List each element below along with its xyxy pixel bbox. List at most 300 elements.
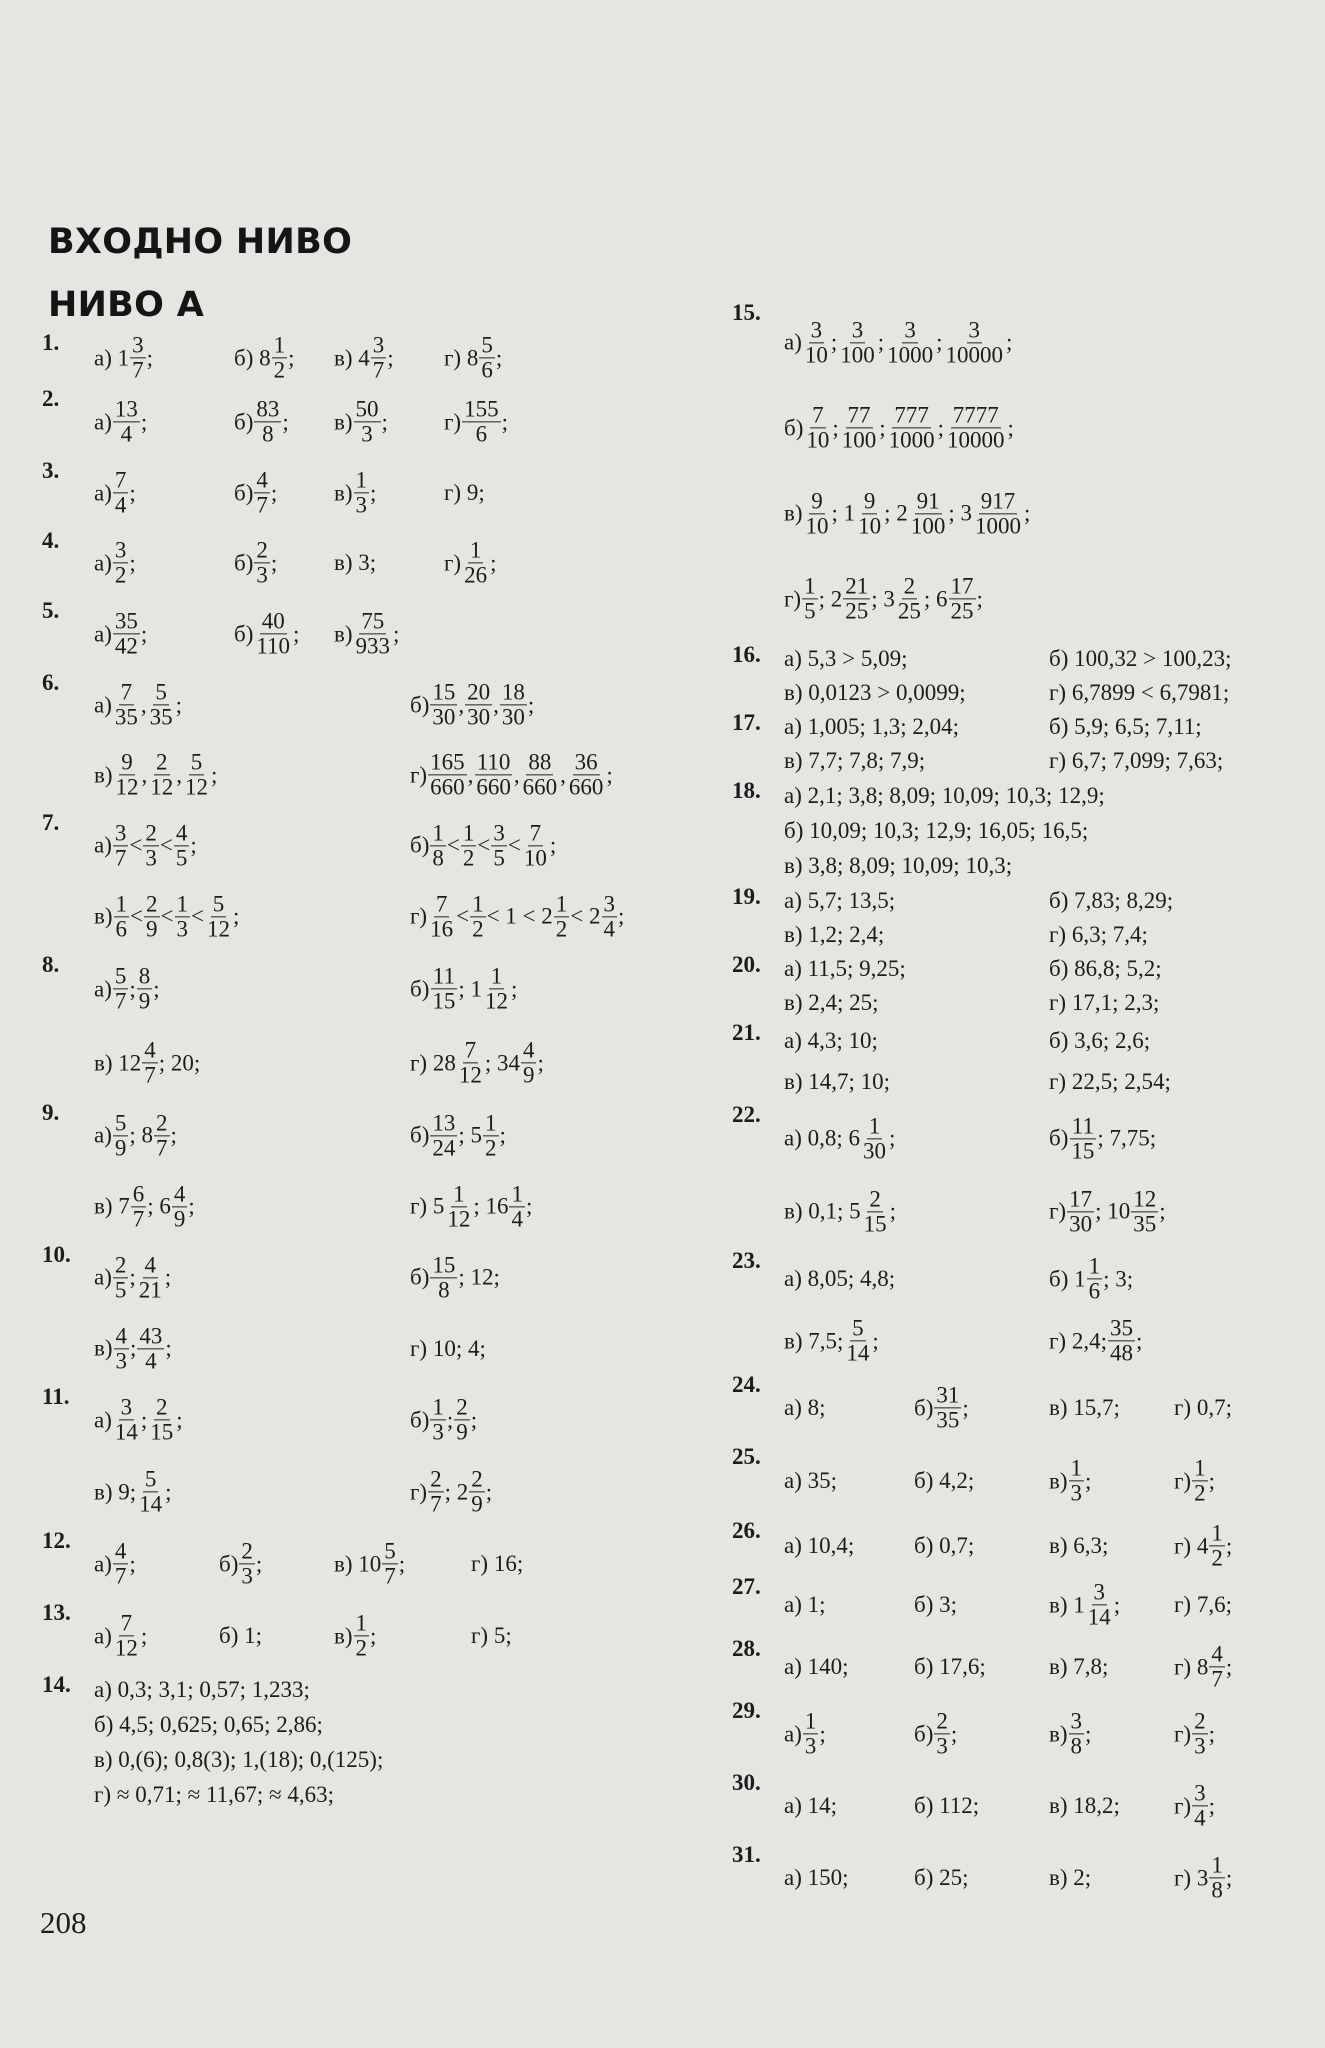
- answer-part: б) $\frac{31}{35}$ ;: [914, 1382, 969, 1433]
- fraction: $\frac{15}{30}$: [432, 679, 456, 730]
- answer-part: а) $\frac{4}{7}$ ;: [94, 1538, 136, 1589]
- answer-part: г) $\frac{7}{16}$ < $\frac{1}{2}$ < 1 < 2 $\frac{1}{2}$ < 2 $\frac{3}{4}$ ;: [410, 890, 625, 941]
- answer-part: г) 16;: [471, 1551, 524, 1576]
- problem-answer: [42, 1528, 682, 1600]
- answer-part: в) $\frac{9}{12}$ , $\frac{2}{12}$ , $\frac{5}{12}$ ;: [94, 749, 218, 800]
- answer-part: г) 28 $\frac{7}{12}$ ; 34 $\frac{4}{9}$ ;: [410, 1037, 544, 1088]
- fraction: $\frac{13}{24}$: [432, 1109, 456, 1160]
- answer-part: в) 0,0123 > 0,0099;: [784, 680, 966, 705]
- problem-number: 14.: [42, 1672, 71, 1697]
- answer-row: [784, 986, 1302, 1020]
- problem-answer: [42, 330, 682, 386]
- answer-part: а) 1,005; 1,3; 2,04;: [784, 714, 960, 739]
- answer-part: в) 3;: [334, 550, 377, 575]
- answer-part: б) 100,32 > 100,23;: [1049, 646, 1232, 671]
- fraction: $\frac{110}{660}$: [476, 749, 511, 800]
- fraction: $\frac{7777}{10000}$: [947, 402, 1005, 453]
- answers-left-column: [42, 330, 682, 1812]
- answer-part: в) 12 $\frac{4}{7}$ ; 20;: [94, 1037, 201, 1088]
- answer-part: а) 5,3 > 5,09;: [784, 646, 908, 671]
- answer-part: б) $\frac{83}{8}$ ;: [234, 396, 289, 447]
- fraction: $\frac{3}{7}$: [132, 332, 144, 383]
- problem-number: 10.: [42, 1242, 71, 1267]
- answer-part: б) 3,6; 2,6;: [1049, 1027, 1151, 1053]
- fraction: $\frac{3}{4}$: [603, 890, 616, 941]
- answer-part: г) $\frac{3}{4}$ ;: [1174, 1780, 1215, 1831]
- fraction: $\frac{1}{2}$: [485, 1109, 497, 1160]
- answer-part: в) $\frac{3}{8}$ ;: [1049, 1708, 1092, 1759]
- problem-number: 25.: [732, 1444, 761, 1469]
- fraction: $\frac{18}{30}$: [501, 679, 525, 730]
- answer-part: а) 1 $\frac{3}{7}$ ;: [94, 332, 154, 383]
- fraction: $\frac{11}{15}$: [432, 963, 456, 1014]
- answer-part: г) $\frac{1}{26}$ ;: [444, 537, 497, 588]
- answer-part: б) 10,09; 10,3; 12,9; 16,05; 16,5;: [784, 817, 1089, 843]
- fraction: $\frac{2}{3}$: [1194, 1708, 1206, 1759]
- problem-answer: [732, 884, 1302, 952]
- section-heading-level-a: НИВО А: [48, 285, 205, 325]
- answer-part: в) 14,7; 10;: [784, 1068, 891, 1094]
- fraction: $\frac{2}{25}$: [897, 573, 921, 624]
- problem-number: 31.: [732, 1842, 761, 1867]
- fraction: $\frac{7}{12}$: [458, 1037, 482, 1088]
- answer-part: б) 1;: [219, 1623, 263, 1648]
- fraction: $\frac{1}{12}$: [447, 1180, 471, 1231]
- answer-part: а) $\frac{2}{5}$ ; $\frac{4}{21}$ ;: [94, 1251, 172, 1302]
- fraction: $\frac{5}{9}$: [114, 1109, 127, 1160]
- fraction: $\frac{75}{933}$: [355, 608, 391, 659]
- problem-answer: [732, 1020, 1302, 1102]
- fraction: $\frac{15}{8}$: [432, 1251, 456, 1302]
- answer-row: [784, 1574, 1302, 1636]
- fraction: $\frac{43}{4}$: [139, 1322, 163, 1373]
- answer-part: б) 3;: [914, 1592, 958, 1617]
- problem-number: 22.: [732, 1102, 761, 1127]
- fraction: $\frac{17}{25}$: [950, 573, 974, 624]
- answer-part: а) 5,7; 13,5;: [784, 888, 896, 913]
- answer-row: [94, 952, 682, 1026]
- answers-right-column: [732, 300, 1302, 1914]
- fraction: $\frac{2}{7}$: [430, 1466, 442, 1517]
- fraction: $\frac{7}{10}$: [523, 819, 547, 870]
- answer-row: [94, 810, 682, 881]
- answer-row: [94, 1313, 682, 1384]
- fraction: $\frac{3}{7}$: [114, 819, 127, 870]
- fraction: $\frac{1}{8}$: [432, 819, 444, 870]
- answer-part: в) 1 $\frac{3}{14}$ ;: [1049, 1579, 1121, 1630]
- answer-part: г) $\frac{2}{7}$ ; 2 $\frac{2}{9}$ ;: [410, 1466, 493, 1517]
- answer-row: [784, 918, 1302, 952]
- fraction: $\frac{40}{110}$: [256, 608, 291, 659]
- answer-part: а) $\frac{3}{2}$ ;: [94, 537, 136, 588]
- answer-part: б) $\frac{2}{3}$ ;: [219, 1538, 263, 1589]
- answer-part: б) $\frac{40}{110}$ ;: [234, 608, 300, 659]
- problem-number: 16.: [732, 642, 761, 667]
- answer-part: г) 5;: [471, 1623, 512, 1648]
- fraction: $\frac{1}{2}$: [355, 1610, 368, 1661]
- answer-part: б) 17,6;: [914, 1654, 986, 1679]
- answer-row: [94, 1384, 682, 1456]
- fraction: $\frac{91}{100}$: [910, 488, 946, 539]
- problem-answer: [42, 1600, 682, 1672]
- answer-part: б) 4,5; 0,625; 0,65; 2,86;: [94, 1711, 323, 1737]
- fraction: $\frac{4}{3}$: [115, 1322, 128, 1373]
- fraction: $\frac{3}{4}$: [1194, 1780, 1206, 1831]
- fraction: $\frac{2}{3}$: [256, 537, 268, 588]
- answer-part: б) $\frac{2}{3}$ ;: [234, 537, 278, 588]
- answer-row: [784, 1444, 1302, 1518]
- answer-row: [784, 744, 1302, 778]
- answer-row: [784, 386, 1302, 472]
- answer-part: а) $\frac{7}{12}$ ;: [94, 1610, 148, 1661]
- answer-row: [784, 471, 1302, 557]
- fraction: $\frac{1}{30}$: [863, 1112, 887, 1163]
- fraction: $\frac{1}{2}$: [1194, 1455, 1206, 1506]
- answer-part: г) $\frac{2}{3}$ ;: [1174, 1708, 1215, 1759]
- answer-row: [784, 1842, 1302, 1914]
- answer-part: г) 6,7899 < 6,7981;: [1049, 680, 1230, 705]
- answer-part: а) 0,3; 3,1; 0,57; 1,233;: [94, 1676, 310, 1702]
- answer-row: [784, 557, 1302, 643]
- fraction: $\frac{2}{3}$: [241, 1538, 253, 1589]
- fraction: $\frac{1}{6}$: [115, 890, 128, 941]
- answer-part: г) 5 $\frac{1}{12}$ ; 16 $\frac{1}{4}$ ;: [410, 1180, 533, 1231]
- answer-part: б) 0,7;: [914, 1533, 975, 1558]
- fraction: $\frac{2}{9}$: [471, 1466, 483, 1517]
- answer-part: б) $\frac{15}{8}$ ; 12;: [410, 1251, 500, 1302]
- fraction: $\frac{35}{48}$: [1109, 1315, 1133, 1366]
- answer-part: г) 6,3; 7,4;: [1049, 922, 1148, 947]
- answer-part: а) $\frac{35}{42}$ ;: [94, 608, 148, 659]
- fraction: $\frac{1}{6}$: [1088, 1253, 1101, 1304]
- answer-row: [784, 300, 1302, 386]
- fraction: $\frac{2}{9}$: [456, 1394, 468, 1445]
- problem-number: 19.: [732, 884, 761, 909]
- answer-row: [94, 1600, 682, 1672]
- answer-part: г) ≈ 0,71; ≈ 11,67; ≈ 4,63;: [94, 1781, 335, 1807]
- fraction: $\frac{3}{8}$: [1070, 1708, 1083, 1759]
- fraction: $\frac{36}{660}$: [568, 749, 604, 800]
- fraction: $\frac{3}{1000}$: [887, 317, 934, 368]
- fraction: $\frac{1}{3}$: [432, 1394, 444, 1445]
- fraction: $\frac{3}{5}$: [493, 819, 505, 870]
- answer-part: в) 2,4; 25;: [784, 990, 879, 1015]
- fraction: $\frac{35}{42}$: [114, 608, 138, 659]
- answer-part: г) 2,4; $\frac{35}{48}$ ;: [1049, 1315, 1143, 1366]
- answer-part: а) $\frac{7}{4}$ ;: [94, 467, 136, 518]
- answer-row: [784, 1698, 1302, 1770]
- fraction: $\frac{9}{12}$: [115, 749, 139, 800]
- answer-part: г) 8 $\frac{4}{7}$ ;: [1174, 1641, 1233, 1692]
- answer-part: б) $\frac{15}{30}$ , $\frac{20}{30}$ , $\frac{18}{30}$ ;: [410, 679, 535, 730]
- answer-row: [94, 670, 682, 740]
- fraction: $\frac{1}{3}$: [804, 1708, 817, 1759]
- answer-part: г) $\frac{17}{30}$ ; 10 $\frac{12}{35}$ ;: [1049, 1185, 1166, 1236]
- fraction: $\frac{1}{26}$: [464, 537, 488, 588]
- answer-part: а) 140;: [784, 1654, 849, 1679]
- problem-number: 2.: [42, 386, 60, 411]
- fraction: $\frac{13}{4}$: [114, 396, 138, 447]
- problem-answer: [732, 1770, 1302, 1842]
- fraction: $\frac{2}{9}$: [146, 890, 158, 941]
- answer-part: а) 1;: [784, 1592, 826, 1617]
- answer-part: в) 6,3;: [1049, 1533, 1109, 1558]
- answer-row: [784, 1310, 1302, 1372]
- problem-number: 29.: [732, 1698, 761, 1723]
- fraction: $\frac{5}{7}$: [114, 963, 127, 1014]
- answer-row: [94, 528, 682, 598]
- fraction: $\frac{7}{4}$: [114, 467, 127, 518]
- answer-part: в) 9; $\frac{5}{14}$ ;: [94, 1466, 172, 1517]
- answer-row: [94, 1242, 682, 1313]
- answer-part: г) $\frac{1}{5}$ ; 2 $\frac{21}{25}$ ; 3 $\frac{2}{25}$ ; 6 $\frac{17}{25}$ ;: [784, 573, 983, 624]
- problem-answer: [732, 710, 1302, 778]
- answer-part: в) $\frac{1}{6}$ < $\frac{2}{9}$ < $\frac{1}{3}$ < $\frac{5}{12}$ ;: [94, 890, 240, 941]
- fraction: $\frac{4}{5}$: [175, 819, 188, 870]
- fraction: $\frac{4}{7}$: [114, 1538, 127, 1589]
- answer-part: а) 4,3; 10;: [784, 1027, 878, 1053]
- answer-row: [784, 849, 1302, 884]
- problem-answer: [42, 386, 682, 458]
- problem-number: 21.: [732, 1020, 761, 1045]
- fraction: $\frac{3}{7}$: [372, 332, 385, 383]
- fraction: $\frac{20}{30}$: [467, 679, 491, 730]
- answer-part: б) $\frac{13}{24}$ ; 5 $\frac{1}{2}$ ;: [410, 1109, 506, 1160]
- answer-part: а) $\frac{13}{4}$ ;: [94, 396, 148, 447]
- problem-number: 24.: [732, 1372, 761, 1397]
- problem-number: 5.: [42, 598, 60, 623]
- fraction: $\frac{9}{10}$: [805, 488, 829, 539]
- fraction: $\frac{1}{3}$: [355, 467, 368, 518]
- problem-answer: [42, 810, 682, 952]
- fraction: $\frac{3}{100}$: [840, 317, 875, 368]
- answer-part: б) $\frac{4}{7}$ ;: [234, 467, 278, 518]
- fraction: $\frac{50}{3}$: [355, 396, 379, 447]
- fraction: $\frac{2}{15}$: [863, 1185, 887, 1236]
- problem-number: 4.: [42, 528, 60, 553]
- answer-part: г) 3 $\frac{1}{8}$ ;: [1174, 1852, 1233, 1903]
- answer-row: [784, 1061, 1302, 1102]
- answer-part: б) 7,83; 8,29;: [1049, 888, 1174, 913]
- answer-part: в) $\frac{4}{3}$ ; $\frac{43}{4}$ ;: [94, 1322, 172, 1373]
- problem-number: 27.: [732, 1574, 761, 1599]
- answer-row: [784, 1248, 1302, 1310]
- answer-part: а) 14;: [784, 1793, 838, 1818]
- problem-number: 15.: [732, 300, 761, 325]
- answer-row: [94, 1528, 682, 1600]
- problem-answer: [732, 300, 1302, 642]
- answer-part: б) 86,8; 5,2;: [1049, 956, 1162, 981]
- problem-answer: [732, 778, 1302, 884]
- fraction: $\frac{1}{2}$: [273, 332, 286, 383]
- answer-part: в) 18,2;: [1049, 1793, 1120, 1818]
- problem-answer: [42, 1100, 682, 1242]
- answer-part: б) 8 $\frac{1}{2}$ ;: [234, 332, 295, 383]
- fraction: $\frac{4}{9}$: [522, 1037, 535, 1088]
- fraction: $\frac{7}{10}$: [806, 402, 830, 453]
- problem-number: 1.: [42, 330, 60, 355]
- answer-part: б) $\frac{7}{10}$ ; $\frac{77}{100}$ ; $\frac{777}{1000}$ ; $\frac{7777}{10000}$ ;: [784, 402, 1014, 453]
- fraction: $\frac{1}{4}$: [511, 1180, 523, 1231]
- answer-part: г) 9;: [444, 480, 485, 505]
- fraction: $\frac{21}{25}$: [845, 573, 869, 624]
- answer-row: [784, 1102, 1302, 1175]
- answer-part: в) $\frac{75}{933}$ ;: [334, 608, 400, 659]
- problem-answer: [732, 1444, 1302, 1518]
- fraction: $\frac{9}{10}$: [858, 488, 882, 539]
- answer-part: в) 1,2; 2,4;: [784, 922, 885, 947]
- fraction: $\frac{4}{7}$: [256, 467, 268, 518]
- answer-part: г) 17,1; 2,3;: [1049, 990, 1160, 1015]
- answer-part: а) 8;: [784, 1395, 826, 1420]
- problem-answer: [42, 952, 682, 1100]
- problem-number: 9.: [42, 1100, 60, 1125]
- answer-part: б) 5,9; 6,5; 7,11;: [1049, 714, 1202, 739]
- fraction: $\frac{8}{9}$: [138, 963, 151, 1014]
- fraction: $\frac{88}{660}$: [522, 749, 558, 800]
- answer-row: [94, 458, 682, 528]
- fraction: $\frac{5}{7}$: [384, 1538, 396, 1589]
- answer-row: [94, 1171, 682, 1242]
- answer-row: [784, 813, 1302, 848]
- problem-number: 30.: [732, 1770, 761, 1795]
- fraction: $\frac{5}{35}$: [149, 679, 173, 730]
- answer-row: [94, 1100, 682, 1171]
- fraction: $\frac{7}{12}$: [114, 1610, 138, 1661]
- answer-row: [784, 1518, 1302, 1574]
- answer-part: а) $\frac{3}{7}$ < $\frac{2}{3}$ < $\frac{4}{5}$ ;: [94, 819, 197, 870]
- answer-row: [784, 1770, 1302, 1842]
- answer-row: [94, 1456, 682, 1528]
- answer-part: в) 0,1; 5 $\frac{2}{15}$ ;: [784, 1185, 897, 1236]
- problem-number: 18.: [732, 778, 761, 803]
- problem-answer: [42, 670, 682, 810]
- answer-part: а) 2,1; 3,8; 8,09; 10,09; 10,3; 12,9;: [784, 782, 1105, 808]
- problem-number: 13.: [42, 1600, 71, 1625]
- answer-row: [94, 1026, 682, 1100]
- fraction: $\frac{17}{30}$: [1069, 1185, 1093, 1236]
- fraction: $\frac{6}{7}$: [132, 1180, 145, 1231]
- section-heading-entry-level: ВХОДНО НИВО: [48, 222, 353, 262]
- answer-part: б) 1 $\frac{1}{6}$ ; 3;: [1049, 1253, 1134, 1304]
- fraction: $\frac{1}{2}$: [472, 890, 484, 941]
- problem-number: 20.: [732, 952, 761, 977]
- answer-part: г) $\frac{155}{6}$ ;: [444, 396, 508, 447]
- answer-row: [94, 330, 682, 386]
- fraction: $\frac{11}{15}$: [1071, 1112, 1095, 1163]
- answer-part: б) 25;: [914, 1865, 969, 1890]
- page-number: 208: [40, 1905, 87, 1940]
- answer-part: б) 112;: [914, 1793, 980, 1818]
- fraction: $\frac{5}{14}$: [846, 1315, 870, 1366]
- answer-part: в) 0,(6); 0,8(3); 1,(18); 0,(125);: [94, 1746, 384, 1772]
- answer-part: г) $\frac{165}{660}$ , $\frac{110}{660}$ , $\frac{88}{660}$ , $\frac{36}{660}$ ;: [410, 749, 613, 800]
- fraction: $\frac{4}{21}$: [138, 1251, 162, 1302]
- answer-row: [784, 676, 1302, 710]
- fraction: $\frac{777}{1000}$: [888, 402, 935, 453]
- answer-part: а) 11,5; 9,25;: [784, 956, 906, 981]
- answer-part: в) $\frac{1}{3}$ ;: [1049, 1455, 1092, 1506]
- fraction: $\frac{2}{5}$: [114, 1251, 127, 1302]
- answer-part: в) 3,8; 8,09; 10,09; 10,3;: [784, 853, 1013, 879]
- fraction: $\frac{917}{1000}$: [974, 488, 1021, 539]
- problem-answer: [42, 1242, 682, 1384]
- fraction: $\frac{165}{660}$: [430, 749, 465, 800]
- fraction: $\frac{1}{12}$: [485, 963, 509, 1014]
- problem-number: 23.: [732, 1248, 761, 1273]
- fraction: $\frac{1}{2}$: [1211, 1520, 1223, 1571]
- answer-row: [784, 778, 1302, 813]
- answer-part: г) $\frac{1}{2}$ ;: [1174, 1455, 1215, 1506]
- answer-row: [94, 1707, 682, 1742]
- fraction: $\frac{3}{10}$: [804, 317, 828, 368]
- answer-part: а) 150;: [784, 1865, 849, 1890]
- answer-row: [94, 881, 682, 952]
- answer-row: [784, 710, 1302, 744]
- answer-part: а) $\frac{3}{10}$ ; $\frac{3}{100}$ ; $\frac{3}{1000}$ ; $\frac{3}{10000}$ ;: [784, 317, 1013, 368]
- fraction: $\frac{155}{6}$: [464, 396, 499, 447]
- problem-number: 17.: [732, 710, 761, 735]
- fraction: $\frac{83}{8}$: [256, 396, 280, 447]
- fraction: $\frac{4}{7}$: [144, 1037, 156, 1088]
- problem-answer: [732, 1372, 1302, 1444]
- answer-part: в) 7,5; $\frac{5}{14}$ ;: [784, 1315, 879, 1366]
- answer-part: г) 8 $\frac{5}{6}$ ;: [444, 332, 503, 383]
- answer-row: [94, 598, 682, 670]
- answer-part: в) 15,7;: [1049, 1395, 1120, 1420]
- answer-part: б) $\frac{1}{3}$ ; $\frac{2}{9}$ ;: [410, 1394, 478, 1445]
- answer-part: б) $\frac{1}{8}$ < $\frac{1}{2}$ < $\frac{3}{5}$ < $\frac{7}{10}$ ;: [410, 819, 557, 870]
- answer-part: в) 10 $\frac{5}{7}$ ;: [334, 1538, 406, 1589]
- fraction: $\frac{77}{100}$: [841, 402, 877, 453]
- problem-number: 12.: [42, 1528, 71, 1553]
- problem-answer: [732, 1842, 1302, 1914]
- answer-row: [784, 642, 1302, 676]
- answer-part: в) $\frac{1}{2}$ ;: [334, 1610, 377, 1661]
- answer-part: г) 6,7; 7,099; 7,63;: [1049, 748, 1224, 773]
- fraction: $\frac{2}{7}$: [156, 1109, 168, 1160]
- problem-answer: [42, 528, 682, 598]
- answer-part: а) $\frac{1}{3}$ ;: [784, 1708, 826, 1759]
- answer-row: [784, 1372, 1302, 1444]
- problem-number: 3.: [42, 458, 60, 483]
- problem-number: 6.: [42, 670, 60, 695]
- fraction: $\frac{4}{7}$: [1211, 1641, 1223, 1692]
- answer-row: [94, 386, 682, 458]
- answer-row: [784, 1636, 1302, 1698]
- fraction: $\frac{5}{14}$: [139, 1466, 163, 1517]
- fraction: $\frac{1}{3}$: [176, 890, 188, 941]
- problem-answer: [732, 1248, 1302, 1372]
- answer-part: в) 7,8;: [1049, 1654, 1109, 1679]
- answer-part: в) 4 $\frac{3}{7}$ ;: [334, 332, 394, 383]
- problem-number: 11.: [42, 1384, 70, 1409]
- answer-part: г) 4 $\frac{1}{2}$ ;: [1174, 1520, 1233, 1571]
- fraction: $\frac{5}{6}$: [481, 332, 493, 383]
- answer-row: [784, 1020, 1302, 1061]
- fraction: $\frac{1}{2}$: [555, 890, 568, 941]
- answer-part: г) 10; 4;: [410, 1335, 486, 1361]
- answer-row: [94, 1672, 682, 1707]
- problem-answer: [732, 1102, 1302, 1248]
- fraction: $\frac{7}{35}$: [114, 679, 138, 730]
- problem-number: 8.: [42, 952, 60, 977]
- answer-part: г) 22,5; 2,54;: [1049, 1068, 1171, 1094]
- fraction: $\frac{1}{8}$: [1211, 1852, 1223, 1903]
- fraction: $\frac{7}{16}$: [430, 890, 454, 941]
- fraction: $\frac{1}{3}$: [1070, 1455, 1083, 1506]
- fraction: $\frac{5}{12}$: [206, 890, 230, 941]
